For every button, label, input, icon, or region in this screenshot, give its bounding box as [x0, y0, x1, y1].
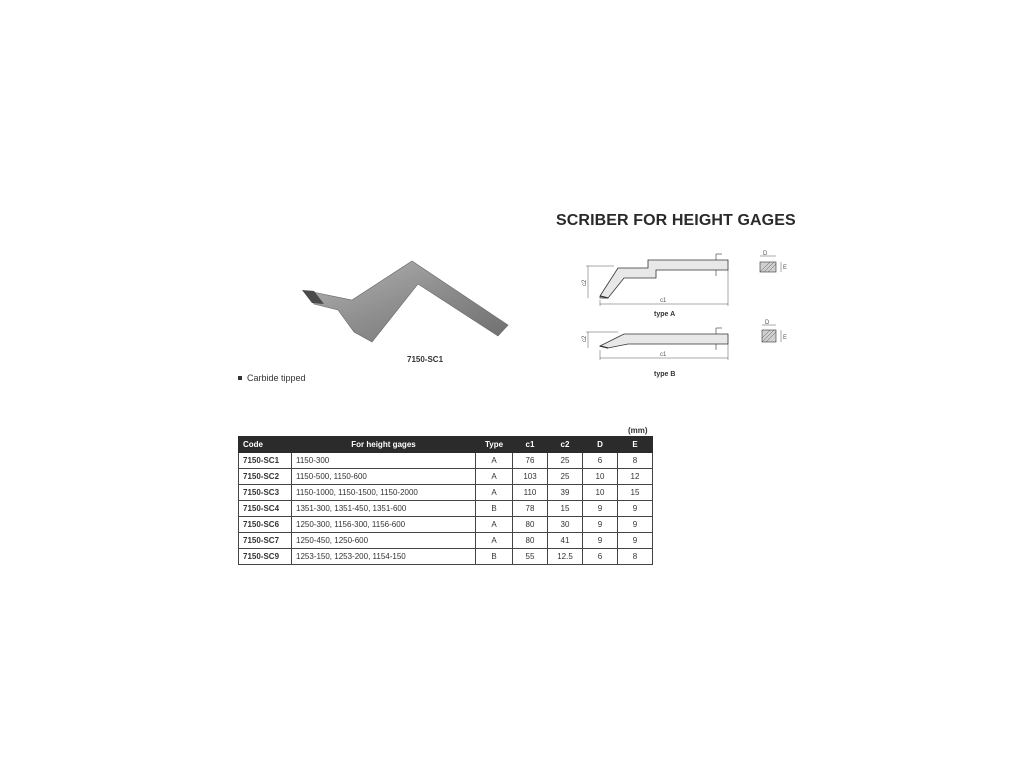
scriber-body: [308, 261, 508, 342]
page-title: SCRIBER FOR HEIGHT GAGES: [556, 212, 796, 229]
col-d: D: [583, 437, 618, 453]
type-a-diagram: [578, 246, 808, 322]
type-b-diagram: [578, 318, 808, 384]
cell-gages: 1351-300, 1351-450, 1351-600: [292, 501, 476, 517]
type-a-c2-label: c2: [582, 279, 588, 286]
cell-c1: 80: [513, 517, 548, 533]
col-e: E: [618, 437, 653, 453]
cell-c1: 80: [513, 533, 548, 549]
cell-type: B: [476, 549, 513, 565]
feature-text: Carbide tipped: [247, 373, 306, 383]
cell-c1: 78: [513, 501, 548, 517]
cell-type: A: [476, 469, 513, 485]
cell-type: A: [476, 533, 513, 549]
bullet-icon: [238, 376, 242, 380]
cell-c1: 110: [513, 485, 548, 501]
feature-note: [238, 373, 306, 383]
cell-d: 9: [583, 517, 618, 533]
table-header-row: [239, 437, 653, 453]
cell-e: 9: [618, 533, 653, 549]
cell-code: 7150-SC2: [239, 469, 292, 485]
type-b-label: type B: [654, 371, 676, 378]
cell-gages: 1253-150, 1253-200, 1154-150: [292, 549, 476, 565]
cell-e: 8: [618, 453, 653, 469]
type-b-e-label: E: [783, 335, 788, 341]
col-for-height-gages: For height gages: [292, 437, 476, 453]
spec-table: [238, 436, 653, 565]
cell-type: B: [476, 501, 513, 517]
cell-d: 10: [583, 485, 618, 501]
cell-d: 9: [583, 501, 618, 517]
cell-d: 6: [583, 549, 618, 565]
cell-c2: 12.5: [548, 549, 583, 565]
table-row: [239, 533, 653, 549]
cell-type: A: [476, 453, 513, 469]
cell-c1: 55: [513, 549, 548, 565]
type-b-d-label: D: [765, 320, 770, 326]
cell-e: 12: [618, 469, 653, 485]
cell-code: 7150-SC1: [239, 453, 292, 469]
cell-e: 15: [618, 485, 653, 501]
cell-e: 9: [618, 501, 653, 517]
type-b-c2-label: c2: [582, 335, 588, 342]
table-row: [239, 469, 653, 485]
cell-d: 6: [583, 453, 618, 469]
type-a-label: type A: [654, 311, 676, 318]
cell-e: 9: [618, 517, 653, 533]
cell-c1: 103: [513, 469, 548, 485]
cell-d: 9: [583, 533, 618, 549]
cell-c1: 76: [513, 453, 548, 469]
col-code: Code: [239, 437, 292, 453]
type-b-c1-label: c1: [660, 352, 667, 358]
col-c2: c2: [548, 437, 583, 453]
cell-type: A: [476, 517, 513, 533]
scriber-photo: [300, 258, 512, 348]
type-a-e-label: E: [783, 265, 788, 271]
cell-c2: 15: [548, 501, 583, 517]
cell-code: 7150-SC6: [239, 517, 292, 533]
cell-code: 7150-SC4: [239, 501, 292, 517]
cell-code: 7150-SC7: [239, 533, 292, 549]
col-type: Type: [476, 437, 513, 453]
col-c1: c1: [513, 437, 548, 453]
cell-gages: 1250-300, 1156-300, 1156-600: [292, 517, 476, 533]
photo-caption: 7150-SC1: [407, 355, 444, 364]
cell-c2: 39: [548, 485, 583, 501]
cell-c2: 25: [548, 453, 583, 469]
cell-d: 10: [583, 469, 618, 485]
type-a-d-label: D: [763, 251, 768, 257]
type-a-c1-label: c1: [660, 298, 667, 304]
cell-code: 7150-SC9: [239, 549, 292, 565]
table-row: [239, 517, 653, 533]
cell-gages: 1250-450, 1250-600: [292, 533, 476, 549]
cell-e: 8: [618, 549, 653, 565]
cell-gages: 1150-300: [292, 453, 476, 469]
table-row: [239, 485, 653, 501]
unit-label: (mm): [628, 426, 648, 435]
table-row: [239, 453, 653, 469]
cell-c2: 25: [548, 469, 583, 485]
cell-gages: 1150-1000, 1150-1500, 1150-2000: [292, 485, 476, 501]
cell-c2: 41: [548, 533, 583, 549]
cell-gages: 1150-500, 1150-600: [292, 469, 476, 485]
cell-c2: 30: [548, 517, 583, 533]
table-row: [239, 549, 653, 565]
table-row: [239, 501, 653, 517]
cell-code: 7150-SC3: [239, 485, 292, 501]
cell-type: A: [476, 485, 513, 501]
